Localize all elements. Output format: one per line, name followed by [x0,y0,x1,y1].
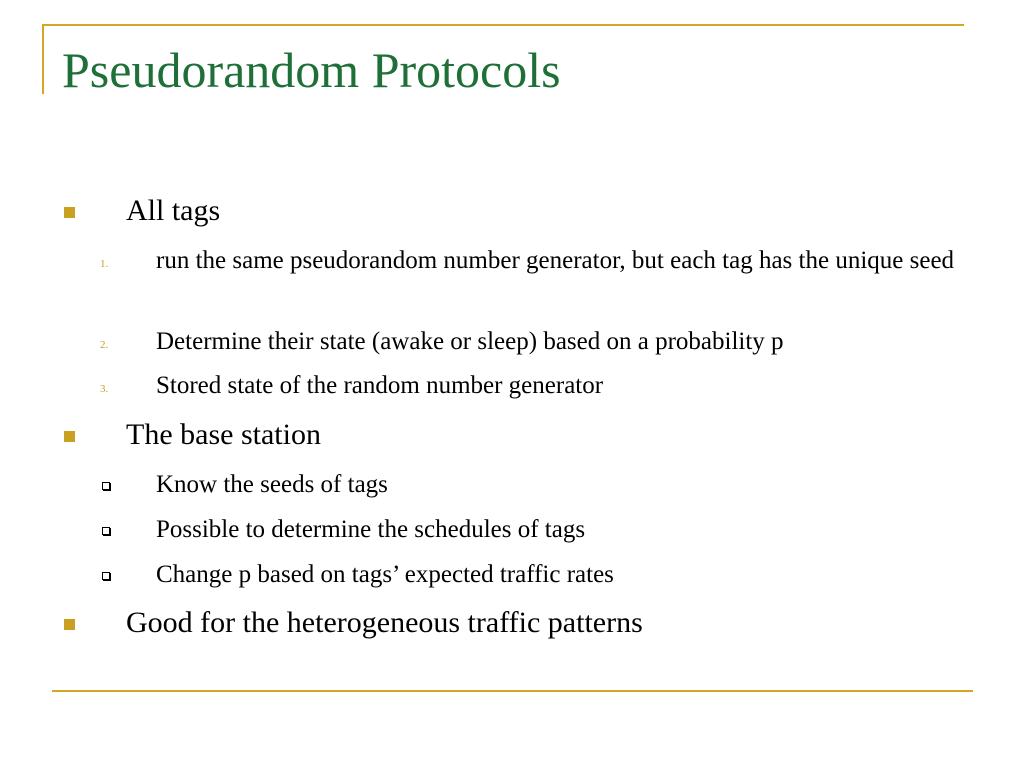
frame-top-line [42,24,964,26]
bullet-text: The base station [126,418,321,451]
bullet-text: Good for the heterogeneous traffic patterns [126,606,643,639]
checkbox-icon [102,527,110,535]
list-number: 3. [100,383,109,395]
subitem-text: Determine their state (awake or sleep) based on a probability p [156,328,784,355]
square-bullet-icon [64,207,75,218]
square-bullet-icon [64,431,75,442]
subitem-text: Stored state of the random number generator [156,372,604,399]
checkbox-icon [102,572,110,580]
subitem-text: Change p based on tags’ expected traffic rates [156,561,614,588]
subitem-text: Possible to determine the schedules of tags [156,516,586,543]
bullet-text: All tags [126,194,221,227]
subitem-text: run the same pseudorandom number generator, but each tag has the unique seed [156,247,955,274]
footer-divider-line [52,690,973,692]
list-number: 2. [100,339,109,351]
frame-left-line [42,24,44,94]
list-number: 1. [100,258,109,270]
square-bullet-icon [64,619,75,630]
subitem-text: Know the seeds of tags [156,471,388,498]
checkbox-icon [102,482,110,490]
slide-title: Pseudorandom Protocols [62,42,561,98]
